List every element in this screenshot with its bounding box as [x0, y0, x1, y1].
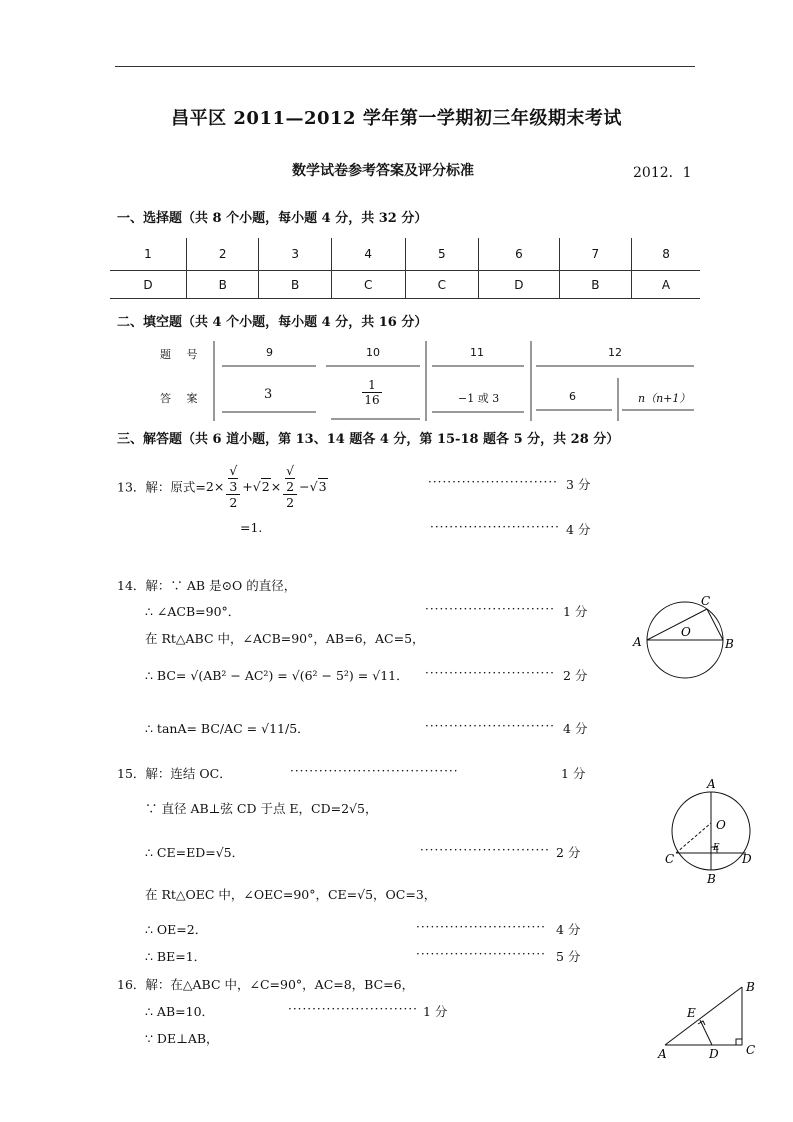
fill-a9: 3	[264, 387, 273, 402]
mc-number: 3	[259, 238, 331, 271]
q13-radicand: 3	[318, 479, 327, 494]
q13-dots-2: ···························	[430, 520, 560, 534]
exam-date: 2012．1	[633, 165, 692, 181]
q15-dots-3: ···························	[416, 920, 546, 934]
q14-line-4: ∴ BC= √(AB² − AC²) = √(6² − 5²) = √11．	[145, 668, 409, 683]
q13-frac-2: √ 2 2	[283, 463, 297, 510]
q14-fig-label: A	[633, 635, 642, 649]
q14-fig-label: O	[681, 625, 691, 639]
q13-radicand: 2	[286, 479, 295, 494]
q13-dots-1: ···························	[428, 475, 558, 489]
fill-a12-first: 6	[569, 390, 576, 403]
q16-fig-label: B	[746, 980, 755, 994]
q16-fig-label: D	[709, 1047, 719, 1061]
q13-minus: −	[299, 479, 310, 494]
q16-fig-label: A	[658, 1047, 667, 1061]
mc-answer: B	[259, 271, 331, 299]
section-2-heading: 二、填空题（共 4 个小题，每小题 4 分，共 16 分）	[117, 315, 428, 330]
page-subtitle: 数学试卷参考答案及评分标准	[292, 163, 474, 179]
mc-answer: D	[110, 271, 186, 299]
q14-line-1: 14．解：∵ AB 是⊙O 的直径，	[117, 578, 297, 593]
q14-line-5: ∴ tanA= BC/AC = √11/5．	[145, 721, 310, 736]
q16-line-2: ∴ AB=10．	[145, 1004, 215, 1019]
q15-figure	[660, 775, 760, 890]
mc-number: 6	[479, 238, 559, 271]
q15-fig-label: C	[665, 852, 675, 866]
q15-score-3: 4 分	[556, 922, 581, 937]
q14-dots-3: ···························	[425, 719, 555, 733]
q16-score-1: 1 分	[423, 1004, 448, 1019]
q13-frac-1: √ 3 2	[226, 463, 240, 510]
mc-answer: B	[186, 271, 258, 299]
q15-line-4: 在 Rt△OEC 中，∠OEC=90°，CE=√5，OC=3，	[145, 887, 437, 902]
mc-number: 1	[144, 247, 152, 261]
q15-line-5: ∴ OE=2．	[145, 922, 208, 937]
q14-dots-2: ···························	[425, 666, 555, 680]
fill-q9: 9	[266, 346, 273, 359]
q15-line-3: ∴ CE=ED=√5．	[145, 845, 245, 860]
q15-fig-label: B	[707, 872, 716, 886]
q16-figure	[650, 975, 765, 1065]
q14-fig-label: C	[701, 594, 711, 608]
q13-two: 2×	[205, 479, 225, 494]
mc-answer: B	[559, 271, 631, 299]
fill-q12: 12	[608, 346, 622, 359]
q15-fig-label: E	[713, 843, 720, 853]
section-3-heading: 三、解答题（共 6 道小题，第 13、14 题各 4 分，第 15-18 题各 5 分，共 28 分）	[117, 432, 620, 447]
mc-answer: C	[331, 271, 405, 299]
q15-line-6: ∴ BE=1．	[145, 949, 207, 964]
fill-a12-second: n（n+1）	[638, 392, 691, 405]
q16-dots-1: ···························	[288, 1002, 418, 1016]
mc-number: 4	[331, 238, 405, 271]
q15-score-1: 1 分	[561, 766, 586, 781]
q15-fig-label: O	[716, 818, 726, 832]
q14-score-2: 2 分	[563, 668, 588, 683]
q15-dots-1: ···································	[290, 764, 459, 778]
q15-line-2: ∵ 直径 AB⊥弦 CD 于点 E，CD=2√5，	[145, 801, 378, 816]
q13-score-2: 4 分	[566, 522, 591, 537]
mc-number: 8	[632, 238, 700, 271]
q15-score-4: 5 分	[556, 949, 581, 964]
q15-line-1: 15．解：连结 OC．	[117, 766, 232, 781]
q14-line-3: 在 Rt△ABC 中，∠ACB=90°，AB=6，AC=5，	[145, 631, 425, 646]
fill-a11: −1 或 3	[458, 392, 500, 405]
fill-q11: 11	[470, 346, 484, 359]
mc-number: 2	[186, 238, 258, 271]
q15-fig-label: A	[707, 777, 716, 791]
q14-dots-1: ···························	[425, 602, 555, 616]
q15-fig-label: D	[742, 852, 752, 866]
mc-number: 5	[405, 238, 479, 271]
page-title: 昌平区 2011—2012 学年第一学期初三年级期末考试	[171, 108, 622, 129]
q15-dots-4: ···························	[416, 947, 546, 961]
q14-score-1: 1 分	[563, 604, 588, 619]
q13-radicand: 2	[261, 479, 270, 494]
q13-expression: 13．解：原式=2× √ 3 2 +√2× √ 2 2 −√3	[117, 463, 327, 510]
q13-denominator: 2	[286, 495, 295, 510]
mc-answer: A	[632, 271, 700, 299]
fill-a10-denominator: 16	[364, 393, 380, 407]
q13-denominator: 2	[229, 495, 238, 510]
fill-q10: 10	[366, 346, 380, 359]
mc-number: 7	[559, 238, 631, 271]
q13-times: ×	[270, 479, 282, 494]
q14-line-2: ∴ ∠ACB=90°．	[145, 604, 241, 619]
mc-answer: D	[479, 271, 559, 299]
fill-a10	[362, 378, 382, 407]
q16-fig-label: C	[746, 1043, 756, 1057]
q14-score-3: 4 分	[563, 721, 588, 736]
mc-answer: C	[405, 271, 479, 299]
fill-a10-numerator: 1	[362, 378, 382, 393]
q16-line-3: ∵ DE⊥AB，	[145, 1031, 219, 1046]
fill-row-label-answer: 答 案	[160, 392, 204, 405]
q13-plus: +	[242, 479, 253, 494]
q13-step2: =1.	[240, 520, 263, 535]
q13-radicand: 3	[229, 479, 238, 494]
fill-row-label-question: 题 号	[160, 348, 204, 361]
q13-label: 13．解：原式=	[117, 479, 206, 495]
q16-fig-label: E	[687, 1006, 696, 1020]
q16-line-1: 16．解：在△ABC 中，∠C=90°，AC=8，BC=6，	[117, 977, 415, 992]
section-1-heading: 一、选择题（共 8 个小题，每小题 4 分，共 32 分）	[117, 211, 428, 226]
q15-score-2: 2 分	[556, 845, 581, 860]
q13-score-1: 3 分	[566, 477, 591, 492]
q14-figure	[625, 590, 745, 690]
fill-table-lines	[0, 0, 793, 430]
q14-fig-label: B	[725, 637, 734, 651]
q15-dots-2: ···························	[420, 843, 550, 857]
